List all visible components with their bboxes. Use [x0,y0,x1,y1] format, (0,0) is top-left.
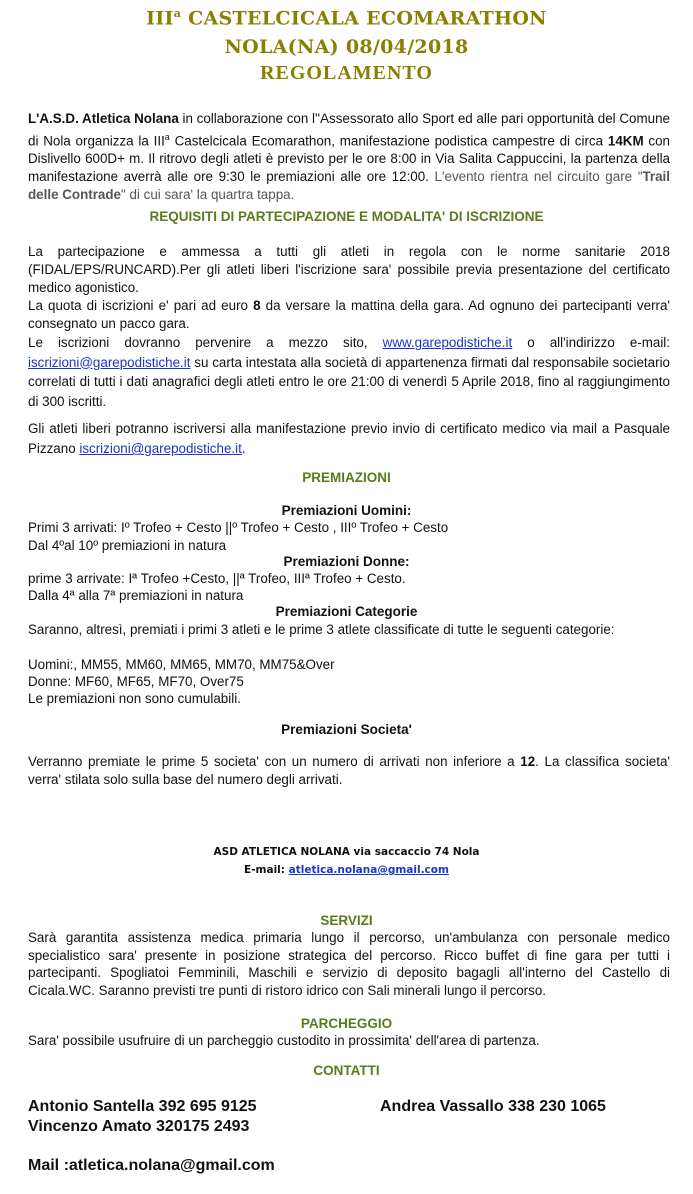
section-title-requisiti: REQUISITI DI PARTECIPAZIONE E MODALITA' DI ISCRIZIONE [149,209,544,224]
requisiti-paragraph-4: Gli atleti liberi potranno iscriversi alla manifestazione previo invio di certificato medico via mail a Pasquale Pizzano iscrizioni@garepodistiche.it. [28,421,670,456]
requisiti-paragraph-1: La partecipazione e ammessa a tutti gli atleti in regola con le norme sanitarie 2018 (FIDAL/EPS/RUNCARD).Per gli atleti liberi l'iscrizione sara' possibile previa presentazione del certificato medico agonistico. [28,244,670,295]
servizi-text: Sarà garantita assistenza medica primaria lungo il percorso, un'ambulanza con personale medico specialistico sara' presente in posizione strategica del percorso. Ricco buffet di fine gara per tutti i partecipanti. Spogliatoi Femminili, Maschili e servizio di deposito bagagli all'interno del Castello di Cicala.WC. Saranno previsti tre punti di ristoro idrico con Sali minerali lungo il percorso. [28,930,670,998]
donne-line-1: prime 3 arrivate: Iª Trofeo +Cesto, ||ª Trofeo, IIIª Trofeo + Cesto. [28,571,406,586]
donne-line-2: Dalla 4ª alla 7ª premiazioni in natura [28,588,244,603]
uomini-line-2: Dal 4ºal 10º premiazioni in natura [28,538,227,553]
org-email-line: E-mail: atletica.nolana@gmail.com [244,864,449,876]
subsection-title-societa: Premiazioni Societa' [281,722,412,737]
document-title: REGOLAMENTO [260,62,433,84]
contact-antonio-santella: Antonio Santella 392 695 9125 [28,1098,257,1115]
contact-andrea-vassallo: Andrea Vassallo 338 230 1065 [380,1098,606,1115]
email-link[interactable]: iscrizioni@garepodistiche.it [28,354,191,370]
org-address: ASD ATLETICA NOLANA via saccaccio 74 Nola [213,846,480,858]
site-link[interactable]: www.garepodistiche.it [382,335,513,350]
subsection-title-donne: Premiazioni Donne: [283,554,410,569]
categorie-note: Le premiazioni non sono cumulabili. [28,691,241,706]
categorie-uomini: Uomini:, MM55, MM60, MM65, MM70, MM75&Over [28,657,335,672]
categorie-donne: Donne: MF60, MF65, MF70, Over75 [28,674,244,689]
intro-paragraph: L'A.S.D. Atletica Nolana in collaborazione con l''Assessorato allo Sport ed alle pari opportunità del Comune di Nola organizza la III$^a$ Castelcicala Ecomarathon, manifestazione podistica campestre di circa 14KM con Dislivello 600D+ m. Il ritrovo degli atleti è previsto per le ore 8:00 in Via Salita Cappuccini, la partenza della manifestazione averrà alle ore 9:30 le premiazioni alle ore 12:00. L'evento rientra nel circuito gare "Trail delle Contrade" di cui sara' la quartra tappa. [28,111,670,203]
requisiti-paragraph-3: Le iscrizioni dovranno pervenire a mezzo sito, www.garepodistiche.it o all'indirizzo e-mail: iscrizioni@garepodistiche.it su carta intestata alla società di appartenenza firmati dal responsabile societario correlati di tutti i dati anagrafici degli atleti entro le ore 21:00 di venerdì 5 Aprile 2018, fino al raggiungimento di 300 iscritti. [28,335,670,409]
section-title-servizi: SERVIZI [320,913,373,928]
org-email-link[interactable]: atletica.nolana@gmail.com [288,864,449,876]
section-title-parcheggio: PARCHEGGIO [300,1016,393,1031]
contact-mail: Mail :atletica.nolana@gmail.com [28,1157,275,1174]
parcheggio-text: Sara' possibile usufruire di un parcheggio custodito in prossimita' dell'area di partenza. [28,1033,540,1048]
event-title: III$^a$ CASTELCICALA ECOMARATHON [146,7,547,30]
section-title-premiazioni: PREMIAZIONI [302,470,391,485]
subsection-title-uomini: Premiazioni Uomini: [281,503,412,518]
uomini-line-1: Primi 3 arrivati: Iº Trofeo + Cesto ||º Trofeo + Cesto , IIIº Trofeo + Cesto [28,520,449,535]
requisiti-paragraph-2: La quota di iscrizioni e' pari ad euro 8 da versare la mattina della gara. Ad ognuno dei partecipanti verra' consegnato un pacco gara. [28,298,670,331]
section-title-contatti: CONTATTI [313,1063,380,1078]
event-location-date: NOLA(NA) 08/04/2018 [224,36,469,58]
categorie-text: Saranno, altresì, premiati i primi 3 atleti e le prime 3 atlete classificate di tutte le seguenti categorie: [28,622,615,637]
email-link-pizzano[interactable]: iscrizioni@garepodistiche.it [79,441,242,456]
societa-text: Verranno premiate le prime 5 societa' con un numero di arrivati non inferiore a 12. La classifica societa' verra' stilata solo sulla base del numero degli arrivati. [28,754,670,787]
subsection-title-categorie: Premiazioni Categorie [275,604,418,619]
contact-vincenzo-amato: Vincenzo Amato 320175 2493 [28,1118,250,1135]
